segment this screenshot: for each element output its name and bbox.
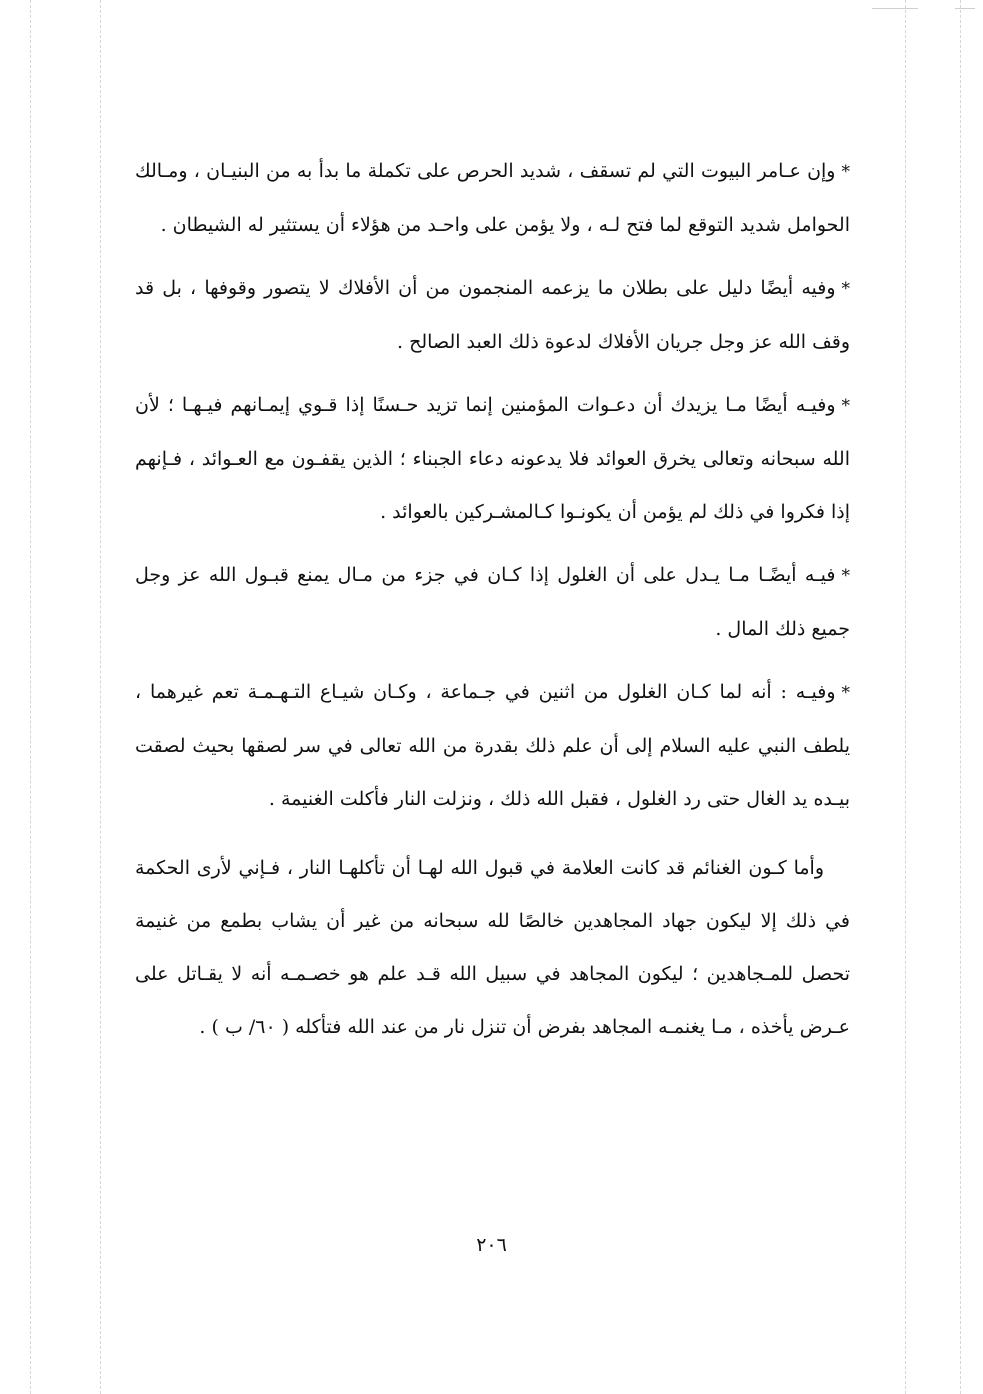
paragraph-text: وفيـه أيضًا مـا يزيدك أن دعـوات المؤمنين إنما تزيد حـسنًا إذا قـوي إيمـانهم فيـهـا ؛ لأن الله سبحانه وتعالى يخرق العوائد فلا يدعونه دعاء الجبناء ؛ الذين يقفـون مع العـوائد ، فـإنهم إذا فكروا في ذلك لم يؤمن أن يكونـوا كـالمشـركين بالعوائد .	[135, 394, 850, 523]
paragraph-text: وأما كـون الغنائم قد كانت العلامة في قبول الله لهـا أن تأكلهـا النار ، فـإني لأرى الحكمة في ذلك إلا ليكون جهاد المجاهدين خالصًا لله سبحانه من غير أن يشاب بطمع من غنيمة تحصل للمـجاهدين ؛ ليكون المجاهد في سبيل الله قـد علم هو خصـمـه أنه لا يقـاتل على عـرض يأخذه ، مـا يغنمـه المجاهد بفرض أن تنزل نار من عند الله فتأكله ( ٦٠/ ب ) .	[135, 857, 850, 1038]
scan-guide-line	[960, 0, 961, 1394]
top-rule	[872, 8, 918, 9]
page-number: ٢٠٦	[476, 1234, 507, 1256]
bullet-star: *	[841, 683, 850, 703]
paragraph-4	[135, 549, 850, 656]
scan-guide-line	[100, 0, 101, 1394]
paragraph-text: وإن عـامر البيوت التي لم تسقف ، شديد الحرص على تكملة ما بدأ به من البنيـان ، ومـالك الحوامل شديد التوقع لما فتح لـه ، ولا يؤمن على واحـد من هؤلاء أن يستثير له الشيطان .	[135, 160, 850, 236]
paragraph-text: فيـه أيضًـا مـا يـدل على أن الغلول إذا كـان في جزء من مـال يمنع قبـول الله عز وجل جميع ذلك المال .	[135, 564, 850, 640]
text-body	[135, 145, 850, 1064]
scan-guide-line	[30, 0, 31, 1394]
paragraph-5	[135, 666, 850, 826]
paragraph-2	[135, 262, 850, 369]
paragraph-1	[135, 145, 850, 252]
paragraph-6	[135, 842, 850, 1054]
bullet-star: *	[841, 396, 850, 416]
paragraph-3	[135, 379, 850, 539]
bullet-star: *	[841, 566, 850, 586]
top-rule	[955, 8, 975, 9]
scan-guide-line	[905, 0, 906, 1394]
paragraph-text: وفيه أيضًا دليل على بطلان ما يزعمه المنجمون من أن الأفلاك لا يتصور وقوفها ، بل قد وقف الله عز وجل جريان الأفلاك لدعوة ذلك العبد الصالح .	[135, 277, 850, 353]
bullet-star: *	[841, 162, 850, 182]
paragraph-text: وفيـه : أنه لما كـان الغلول من اثنين في جـماعة ، وكـان شيـاع التـهـمـة تعم غيرهما ، يلطف النبي عليه السلام إلى أن علم ذلك بقدرة من الله تعالى في سر لصقها بحيث لصقت بيـده يد الغال حتى رد الغلول ، فقبل الله ذلك ، ونزلت النار فأكلت الغنيمة .	[135, 681, 850, 810]
bullet-star: *	[841, 279, 850, 299]
